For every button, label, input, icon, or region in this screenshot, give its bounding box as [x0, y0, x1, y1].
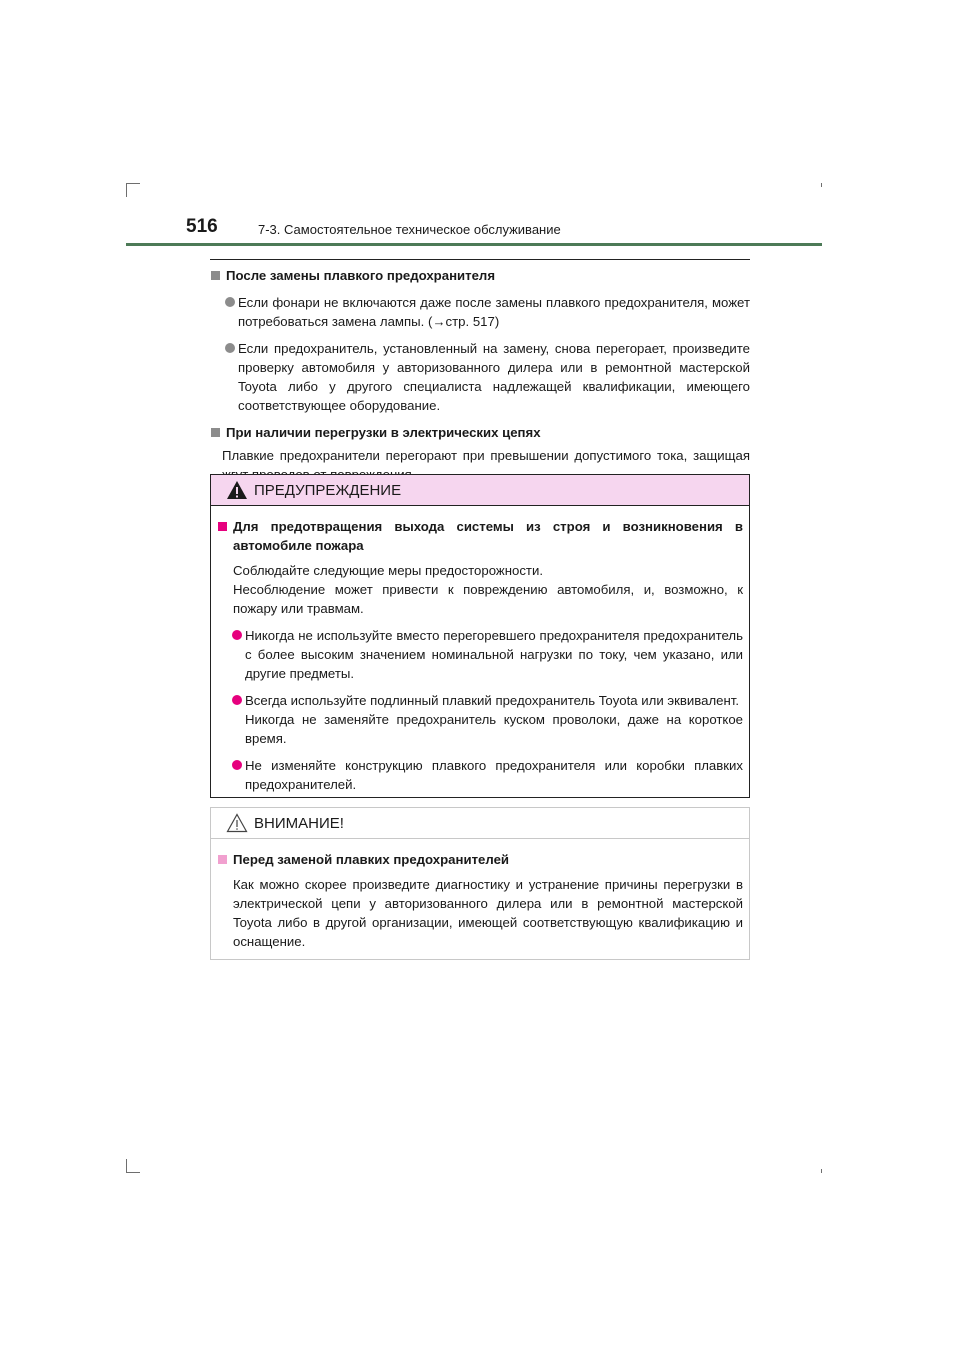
section-divider [210, 259, 750, 260]
section-heading-text: При наличии перегрузки в электрических цепях [226, 425, 541, 440]
caution-triangle-icon [226, 813, 248, 833]
list-item [217, 691, 743, 748]
list-item [210, 339, 750, 415]
square-bullet-icon [211, 271, 220, 280]
warning-intro-line: Соблюдайте следующие меры предосторожности. [233, 563, 543, 578]
notice-heading [217, 850, 743, 869]
notice-heading-text: Перед заменой плавких предохранителей [233, 852, 510, 867]
warning-box [210, 474, 750, 798]
list-item-text: Никогда не используйте вместо перегоревшего предохранителя предохранитель с более высоким значением номинальной нагрузки по току, чем указано, или другие предметы. [245, 628, 743, 681]
section-paragraph: Плавкие предохранители перегорают при превышении допустимого тока, защищая [222, 448, 750, 463]
warning-intro-line: Несоблюдение может привести к повреждению автомобиля, и, возможно, к пожару или травмам. [233, 582, 743, 616]
circle-bullet-icon [225, 343, 235, 353]
section-heading-text: После замены плавкого предохранителя [226, 268, 496, 283]
section-heading [210, 266, 750, 285]
square-bullet-icon [218, 522, 227, 531]
list-item-text: Если предохранитель, установленный на замену, снова перегорает, произведите проверку автомобиля у авторизованного дилера или в ремонтной мастерской Toyota либо у другого специалиста надлежащей квалификации, имеющего соответствующее оборудование. [238, 341, 750, 413]
notice-text: Как можно скорее произведите диагностику и устранение причины перегрузки в электрической цепи у авторизованного дилера или в ремонтной мастерской Toyota либо в другой организации, имеющей соответствующую квалификацию и оснащение. [233, 877, 743, 949]
list-item-text: Никогда не заменяйте предохранитель куском проволоки, даже на короткое время. [245, 712, 743, 746]
main-content [210, 266, 750, 484]
list-item-text: Если фонари не включаются даже после замены плавкого предохранителя, может потребоваться замена лампы. (→стр. 517) [238, 295, 750, 329]
warning-heading [217, 517, 743, 555]
page-number: 516 [186, 216, 218, 237]
circle-bullet-icon [232, 760, 242, 770]
list-item-text: Всегда используйте подлинный плавкий предохранитель Toyota или эквивалент. [245, 693, 740, 708]
section-heading [210, 423, 750, 442]
warning-triangle-icon [226, 480, 248, 500]
list-item [217, 756, 743, 794]
warning-intro [217, 561, 743, 618]
square-bullet-icon [211, 428, 220, 437]
list-item [210, 293, 750, 331]
notice-box [210, 807, 750, 960]
warning-title: ПРЕДУПРЕЖДЕНИЕ [254, 482, 402, 499]
warning-header [211, 475, 749, 506]
circle-bullet-icon [232, 630, 242, 640]
chapter-title: 7-3. Самостоятельное техническое обслуживание [258, 222, 561, 237]
warning-heading-text: Для предотвращения выхода системы из строя и возникновения в автомобиле пожара [233, 519, 743, 553]
list-item [217, 626, 743, 683]
header-rule [126, 243, 822, 246]
notice-header [211, 808, 749, 839]
circle-bullet-icon [225, 297, 235, 307]
square-bullet-icon [218, 855, 227, 864]
notice-title: ВНИМАНИЕ! [254, 815, 344, 832]
list-item-text: Не изменяйте конструкцию плавкого предохранителя или коробки плавких предохранителей. [245, 758, 743, 792]
circle-bullet-icon [232, 695, 242, 705]
